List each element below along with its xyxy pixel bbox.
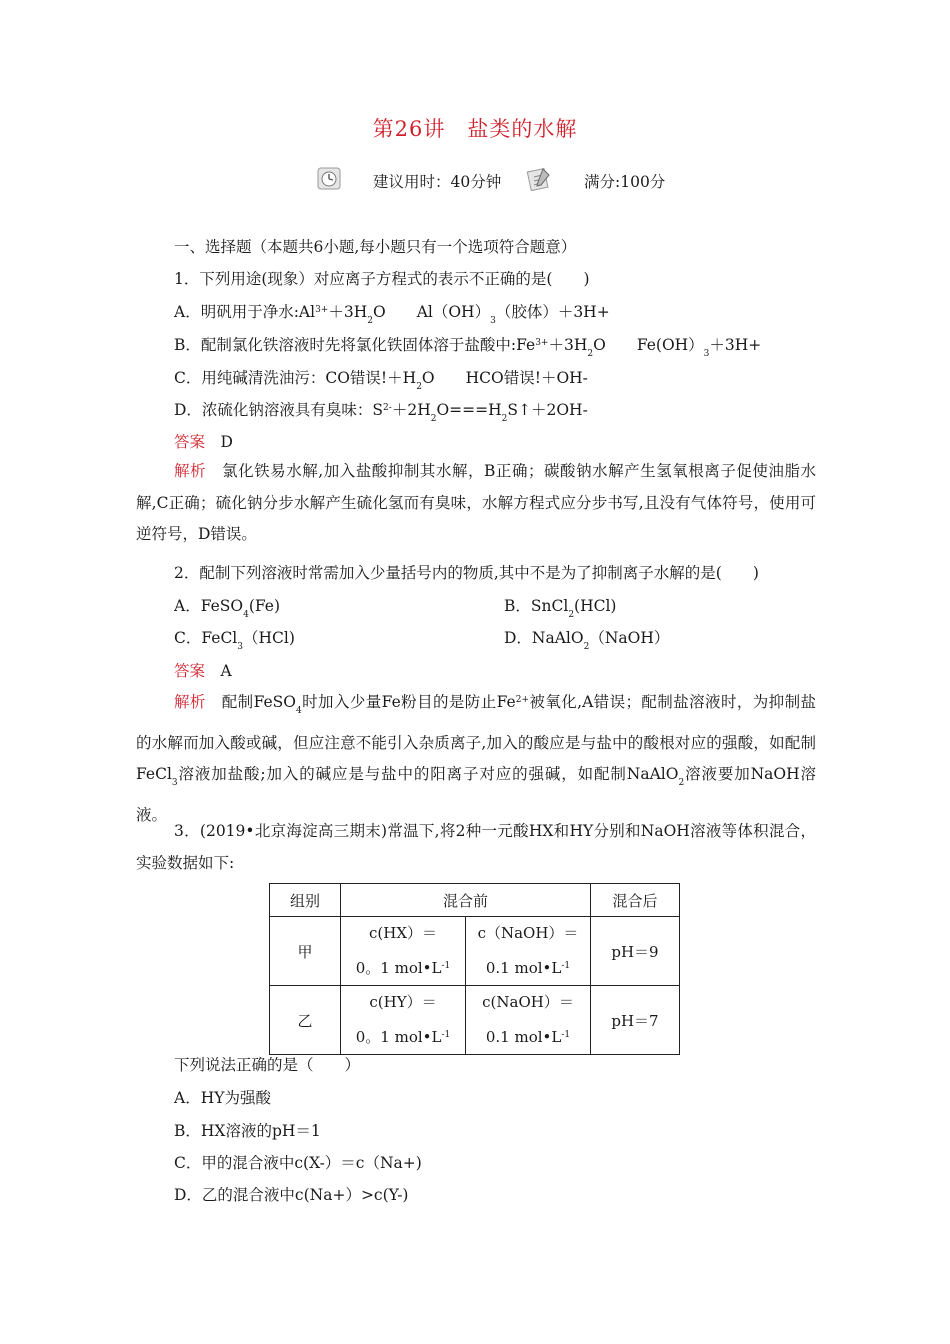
q2-an-4: 溶液加盐酸;加入的碱应是与盐中的阳离子对应的强碱，如配制NaAlO bbox=[177, 765, 679, 783]
q1-option-a bbox=[174, 300, 610, 326]
table-row bbox=[270, 917, 680, 986]
q2-a-post: (Fe) bbox=[248, 597, 281, 615]
q1-a-end: （胶体）＋3H+ bbox=[495, 303, 610, 321]
q1-analysis-text: 氯化铁易水解,加入盐酸抑制其水解，B正确；碳酸钠水解产生氢氧根离子促使油脂水解,C正确；硫化钠分步水解产生硫化氢而有臭味，水解方程式应分步书写,且没有气体符号，使用可逆符号，D错误。 bbox=[136, 462, 816, 543]
q1-option-c bbox=[174, 366, 588, 392]
group-cell: 乙 bbox=[270, 986, 341, 1055]
q2-a-sub: 4 bbox=[243, 610, 249, 620]
section-heading: 一、选择题（本题共6小题,每小题只有一个选项符合题意） bbox=[174, 238, 577, 256]
q2-d-sub: 2 bbox=[583, 642, 590, 652]
page-title: 第26讲 盐类的水解 bbox=[372, 117, 578, 141]
q2-an-3: 被氧化,A错误；配制盐溶液时，为抑制盐的水解而加入酸或碱，但应注意不能引入杂质离子,加入的酸应是与盐中的酸根对应的强酸，如配制FeCl bbox=[136, 693, 816, 783]
suggested-time: 建议用时：40分钟 bbox=[373, 173, 502, 191]
q2-an-2: 时加入少量Fe粉目的是防止Fe bbox=[301, 693, 516, 711]
q1-c-sub: 2 bbox=[416, 382, 422, 392]
analysis-label: 解析 bbox=[174, 462, 207, 480]
q1-option-d bbox=[174, 398, 588, 424]
q2-an-2-sup: 2+ bbox=[515, 695, 529, 705]
base-conc-text: 0.1 mol•L bbox=[485, 959, 562, 977]
q2-b-text: B．SnCl bbox=[504, 597, 569, 615]
acid-conc bbox=[341, 950, 465, 985]
q1-a-sub: 2 bbox=[367, 316, 373, 326]
q2-answer-value: A bbox=[220, 662, 232, 680]
after-cell: pH＝9 bbox=[591, 917, 680, 986]
table-header: 混合后 bbox=[591, 884, 680, 917]
base-cell bbox=[466, 986, 591, 1055]
meta-bar bbox=[0, 165, 950, 193]
q1-d-end: S↑＋2OH- bbox=[507, 401, 588, 419]
q1-b-text: B．配制氯化铁溶液时先将氯化铁固体溶于盐酸中:Fe bbox=[174, 336, 536, 354]
q1-analysis bbox=[136, 456, 816, 551]
q3-option-b: B．HX溶液的pH＝1 bbox=[174, 1122, 321, 1140]
q1-b-sub: 2 bbox=[587, 349, 594, 359]
q2-option-b bbox=[504, 594, 616, 620]
base-conc bbox=[466, 1019, 590, 1054]
table-header-row bbox=[270, 884, 680, 917]
table-row bbox=[270, 986, 680, 1055]
q1-a-sub2: 3 bbox=[490, 316, 496, 326]
q1-d-post: O===H bbox=[436, 401, 502, 419]
acid-conc-text: 0。1 mol•L bbox=[355, 959, 442, 977]
q1-b-sub2: 3 bbox=[703, 349, 710, 359]
q1-c-post: O HCO错误!＋OH- bbox=[421, 369, 588, 387]
score-icon bbox=[526, 165, 552, 191]
table-header: 组别 bbox=[270, 884, 341, 917]
q1-b-post: O Fe(OH） bbox=[593, 336, 704, 354]
q1-stem: 1．下列用途(现象）对应离子方程式的表示不正确的是( ) bbox=[174, 270, 590, 288]
analysis-label: 解析 bbox=[174, 693, 206, 711]
base-cell bbox=[466, 917, 591, 986]
base-conc-sup: -1 bbox=[561, 1030, 571, 1040]
acid-label: c(HX）＝ bbox=[368, 924, 437, 942]
acid-conc-sup: -1 bbox=[441, 1030, 451, 1040]
answer-label: 答案 bbox=[174, 433, 206, 451]
clock-icon bbox=[316, 165, 342, 191]
q3-option-d: D．乙的混合液中c(Na+）>c(Y-) bbox=[174, 1186, 409, 1204]
q1-answer-value: D bbox=[220, 433, 233, 451]
q1-d-text: D．浓硫化钠溶液具有臭味：S bbox=[174, 401, 384, 419]
q2-b-post: (HCl) bbox=[574, 597, 617, 615]
q2-an-1-sub: 4 bbox=[295, 706, 302, 716]
acid-cell bbox=[341, 917, 466, 986]
q2-c-text: C．FeCl bbox=[174, 629, 238, 647]
q1-d-sub: 2 bbox=[430, 414, 437, 424]
q3-stem: 3．(2019•北京海淀高三期末)常温下,将2种一元酸HX和HY分别和NaOH溶液等体积混合，实验数据如下: bbox=[136, 822, 816, 872]
q2-d-text: D．NaAlO bbox=[504, 629, 584, 647]
base-conc-text: 0.1 mol•L bbox=[485, 1028, 562, 1046]
q2-an-1: 配制FeSO bbox=[221, 693, 296, 711]
q1-option-b bbox=[174, 333, 761, 359]
data-table bbox=[269, 883, 680, 1055]
q1-b-end: ＋3H+ bbox=[709, 336, 762, 354]
q2-option-c bbox=[174, 626, 295, 652]
q2-a-text: A．FeSO bbox=[174, 597, 244, 615]
acid-conc-text: 0。1 mol•L bbox=[355, 1028, 442, 1046]
q1-c-text: C．用纯碱清洗油污：CO错误!＋H bbox=[174, 369, 417, 387]
q1-a-post: O Al（OH） bbox=[372, 303, 491, 321]
q2-option-d bbox=[504, 626, 669, 652]
q2-option-a bbox=[174, 594, 280, 620]
q2-c-sub: 3 bbox=[237, 642, 243, 652]
q1-b-sup: 3+ bbox=[535, 338, 549, 348]
acid-label: c(HY）＝ bbox=[369, 993, 437, 1011]
acid-cell bbox=[341, 986, 466, 1055]
q1-a-text: A．明矾用于净水:Al bbox=[174, 303, 316, 321]
q2-an-5: 溶液要加NaOH溶液。 bbox=[136, 765, 816, 824]
q3-option-a: A．HY为强酸 bbox=[174, 1089, 271, 1107]
q1-b-mid: ＋3H bbox=[548, 336, 588, 354]
base-label: c(NaOH）＝ bbox=[482, 993, 574, 1011]
base-label: c（NaOH）＝ bbox=[477, 924, 579, 942]
group-cell: 甲 bbox=[270, 917, 341, 986]
full-score: 满分:100分 bbox=[584, 173, 666, 191]
q1-a-mid: ＋3H bbox=[328, 303, 368, 321]
q2-stem: 2．配制下列溶液时常需加入少量括号内的物质,其中不是为了抑制离子水解的是( ) bbox=[174, 564, 759, 582]
q2-an-4-sub: 2 bbox=[678, 778, 685, 788]
q3-option-c: C．甲的混合液中c(X-）＝c（Na+) bbox=[174, 1154, 422, 1172]
q3-question: 下列说法正确的是（ ） bbox=[174, 1056, 361, 1074]
answer-label: 答案 bbox=[174, 662, 206, 680]
q2-d-post: （NaOH） bbox=[589, 629, 670, 647]
q1-a-sup: 3+ bbox=[315, 305, 329, 315]
table-header: 混合前 bbox=[341, 884, 591, 917]
after-cell: pH＝7 bbox=[591, 986, 680, 1055]
base-conc bbox=[466, 950, 590, 985]
q1-d-mid: ＋2H bbox=[391, 401, 431, 419]
q2-an-3-sub: 3 bbox=[171, 778, 178, 788]
q2-answer bbox=[174, 659, 232, 681]
q1-d-sup: 2- bbox=[383, 403, 392, 413]
q1-d-sub2: 2 bbox=[501, 414, 508, 424]
acid-conc bbox=[341, 1019, 465, 1054]
q1-answer bbox=[174, 430, 233, 452]
q2-c-post: （HCl) bbox=[243, 629, 295, 647]
base-conc-sup: -1 bbox=[561, 961, 571, 971]
q2-b-sub: 2 bbox=[568, 610, 575, 620]
q2-analysis bbox=[136, 685, 816, 831]
acid-conc-sup: -1 bbox=[441, 961, 451, 971]
